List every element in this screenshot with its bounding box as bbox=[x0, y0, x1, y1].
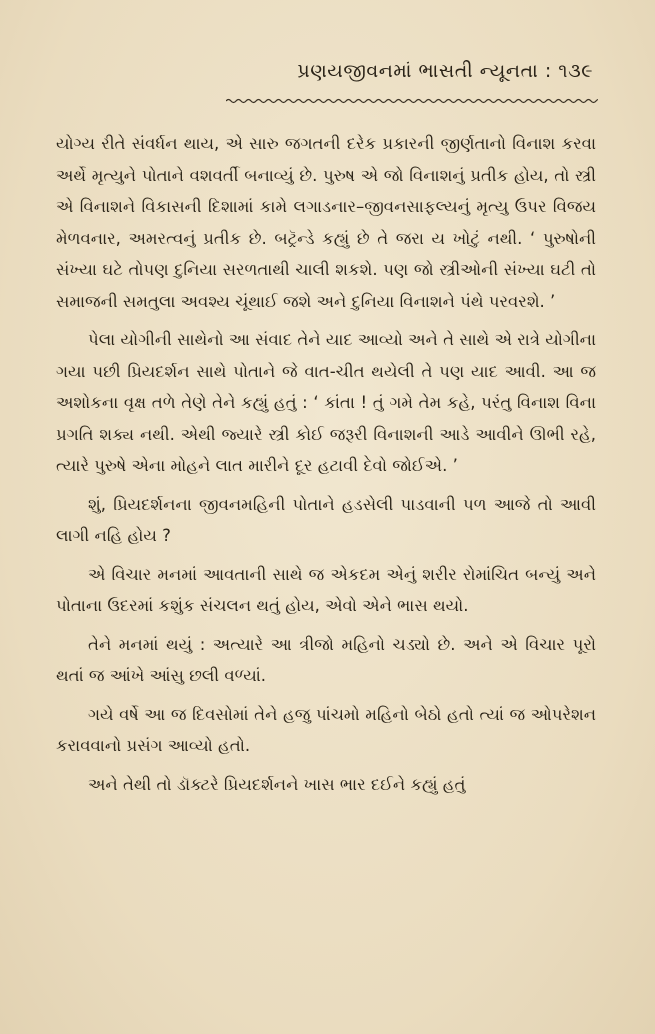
running-title: પ્રણયજીવનમાં ભાસતી ન્યૂનતા bbox=[297, 60, 539, 82]
page-number: ૧૩૯ bbox=[558, 60, 593, 82]
header-wavy-rule bbox=[226, 97, 598, 105]
paragraph-4: એ વિચાર મનમાં આવતાની સાથે જ એકદમ એનું શરીર રોમાંચિત બન્યું અને પોતાના ઉદરમાં કશુંક સંચલન થતું હોય, એવો એને ભાસ થયો. bbox=[56, 564, 596, 615]
paragraph-3: શું, પ્રિયદર્શનના જીવનમહિની પોતાને હડસેલી પાડવાની પળ આજે તો આવી લાગી નહિ હોય ? bbox=[56, 494, 596, 545]
paragraph-7: અને તેથી તો ડૉક્ટરે પ્રિયદર્શનને ખાસ ભાર દઈને કહ્યું હતું bbox=[88, 774, 466, 794]
header-separator: : bbox=[544, 60, 552, 82]
running-header bbox=[297, 60, 593, 82]
paragraph-1: યોગ્ય રીતે સંવર્ધન થાય, એ સારુ જગતની દરેક પ્રકારની જીર્ણતાનો વિનાશ કરવા અર્થે મૃત્યુને પોતાને વશવર્તી બનાવ્યું છે. પુરુષ એ જો વિનાશનું પ્રતીક હોય, તો સ્ત્રી એ વિનાશને વિકાસની દિશામાં કામે લગાડનાર–જીવનસાફલ્યનું મૃત્યુ ઉપર વિજય મેળવનાર, અમરત્વનું પ્રતીક છે. બટ્રૅન્ડે કહ્યું છે તે જરા ય ખોટું નથી. ‘ પુરુષોની સંખ્યા ઘટે તોપણ દુનિયા સરળતાથી ચાલી શકશે. પણ જો સ્ત્રીઓની સંખ્યા ઘટી તો સમાજની સમતુલા અવશ્ય ચૂંથાઈ જશે અને દુનિયા વિનાશને પંથે પરવરશે. ’ bbox=[56, 134, 596, 311]
paragraph-2: પેલા યોગીની સાથેનો આ સંવાદ તેને યાદ આવ્યો અને તે સાથે એ રાત્રે યોગીના ગયા પછી પ્રિયદર્શન સાથે પોતાને જે વાત-ચીત થયેલી તે પણ યાદ આવી. આ જ અશોકના વૃક્ષ તળે તેણે તેને કહ્યું હતું : ‘ કાંતા ! તું ગમે તેમ કહે, પરંતુ વિનાશ વિના પ્રગતિ શક્ય નથી. એથી જ્યારે સ્ત્રી કોઈ જરૂરી વિનાશની આડે આવીને ઊભી રહે, ત્યારે પુરુષે એના મોહને લાત મારીને દૂર હટાવી દેવો જોઈએ. ’ bbox=[56, 330, 596, 475]
paragraph-5: તેને મનમાં થયું : અત્યારે આ ત્રીજો મહિનો ચડ્યો છે. અને એ વિચાર પૂરો થતાં જ આંખે આંસુ છલી વળ્યાં. bbox=[56, 634, 596, 685]
body-text bbox=[56, 128, 596, 800]
paragraph-6: ગયે વર્ષે આ જ દિવસોમાં તેને હજુ પાંચમો મહિનો બેઠો હતો ત્યાં જ ઓપરેશન કરાવવાનો પ્રસંગ આવ્યો હતો. bbox=[56, 704, 596, 755]
